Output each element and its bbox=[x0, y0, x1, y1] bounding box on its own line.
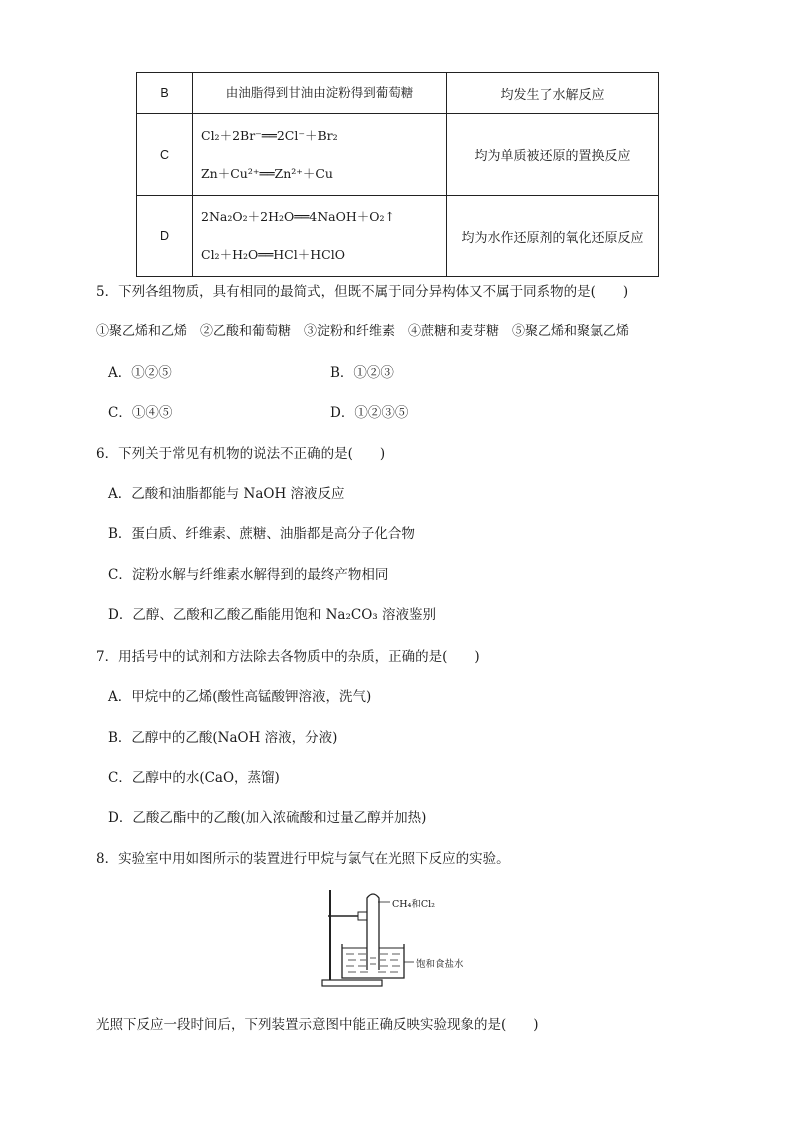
row-text: 由油脂得到甘油由淀粉得到葡萄糖 bbox=[225, 85, 414, 100]
row-content bbox=[193, 73, 447, 114]
q6-option-d[interactable]: D．乙醇、乙酸和乙酸乙酯能用饱和 Na₂CO₃ 溶液鉴别 bbox=[108, 607, 436, 623]
q5-option-d[interactable]: D．①②③⑤ bbox=[330, 405, 409, 421]
q6-option-a[interactable]: A．乙酸和油脂都能与 NaOH 溶液反应 bbox=[108, 486, 345, 502]
stand-base bbox=[322, 980, 382, 986]
gas-label: CH₄和Cl₂ bbox=[392, 899, 435, 910]
row-conclusion: 均为水作还原剂的氧化还原反应 bbox=[447, 196, 659, 277]
row-content bbox=[193, 114, 447, 196]
question-8-followup: 光照下反应一段时间后，下列装置示意图中能正确反映实验现象的是( ) bbox=[96, 1017, 539, 1033]
apparatus-figure bbox=[318, 886, 493, 990]
q6-option-c[interactable]: C．淀粉水解与纤维素水解得到的最终产物相同 bbox=[108, 567, 389, 583]
row-content bbox=[193, 196, 447, 277]
table-row bbox=[137, 196, 659, 277]
q6-option-b[interactable]: B．蛋白质、纤维素、蔗糖、油脂都是高分子化合物 bbox=[108, 526, 415, 542]
options-table bbox=[136, 72, 659, 277]
row-label: C bbox=[137, 114, 193, 196]
equation: 2Na₂O₂＋2H₂O══4NaOH＋O₂↑ bbox=[201, 209, 396, 224]
q7-option-b[interactable]: B．乙醇中的乙酸(NaOH 溶液，分液) bbox=[108, 730, 338, 746]
q5-option-b[interactable]: B．①②③ bbox=[330, 365, 394, 381]
row-label: B bbox=[137, 73, 193, 114]
liquid-label: 饱和食盐水 bbox=[416, 959, 464, 970]
question-7-stem: 7．用括号中的试剂和方法除去各物质中的杂质，正确的是( ) bbox=[96, 649, 480, 665]
q7-option-c[interactable]: C．乙醇中的水(CaO，蒸馏) bbox=[108, 770, 280, 786]
q7-option-d[interactable]: D．乙酸乙酯中的乙酸(加入浓硫酸和过量乙醇并加热) bbox=[108, 810, 427, 826]
table-row bbox=[137, 73, 659, 114]
row-conclusion: 均发生了水解反应 bbox=[447, 73, 659, 114]
row-label: D bbox=[137, 196, 193, 277]
equation: Cl₂＋2Br⁻══2Cl⁻＋Br₂ bbox=[201, 127, 338, 143]
question-6-stem: 6．下列关于常见有机物的说法不正确的是( ) bbox=[96, 446, 386, 462]
test-tube bbox=[367, 894, 379, 970]
q5-option-a[interactable]: A．①②⑤ bbox=[108, 365, 172, 381]
row-conclusion: 均为单质被还原的置换反应 bbox=[447, 114, 659, 196]
question-5-stem: 5．下列各组物质，具有相同的最简式，但既不属于同分异构体又不属于同系物的是( ) bbox=[96, 284, 629, 300]
q5-option-c[interactable]: C．①④⑤ bbox=[108, 405, 173, 421]
q7-option-a[interactable]: A．甲烷中的乙烯(酸性高锰酸钾溶液，洗气) bbox=[108, 689, 372, 705]
question-5-items: ①聚乙烯和乙烯 ②乙酸和葡萄糖 ③淀粉和纤维素 ④蔗糖和麦芽糖 ⑤聚乙烯和聚氯乙烯 bbox=[96, 324, 630, 339]
equation: Cl₂＋H₂O══HCl＋HClO bbox=[201, 247, 345, 262]
table-row bbox=[137, 114, 659, 196]
question-8-stem: 8．实验室中用如图所示的装置进行甲烷与氯气在光照下反应的实验。 bbox=[96, 851, 510, 867]
equation: Zn＋Cu²⁺══Zn²⁺＋Cu bbox=[201, 165, 333, 181]
